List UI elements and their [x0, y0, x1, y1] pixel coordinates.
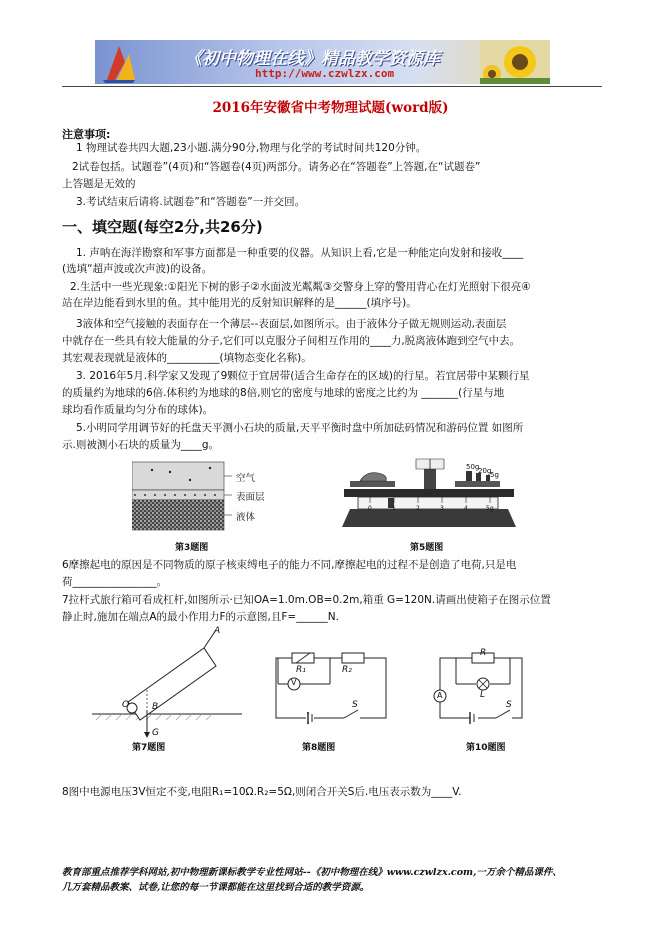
figure-8-circuit [268, 648, 396, 732]
question-3-line: 中就存在一些具有较大能量的分子,它们可以克服分子间相互作用的____力,脱离液体跑到空气中去。 [62, 335, 521, 347]
question-8-line: 8图中电源电压3V恒定不变,电阻R₁=10Ω.R₂=5Ω,则闭合开关S后.电压表示数为____V. [62, 786, 462, 798]
figure-7-label-a: A [214, 626, 221, 636]
figure-7-caption: 第7题图 [132, 743, 166, 753]
question-2-line: 站在岸边能看到水里的鱼。其中能用光的反射知识解释的是______(填序号)。 [62, 297, 417, 309]
question-6-line: 6摩擦起电的原因是不同物质的原子核束缚电子的能力不同,摩擦起电的过程不是创造了电荷,只是电 [62, 559, 517, 571]
notice-item: 3.考试结束后请将.试题卷”和“答题卷”一并交回。 [76, 196, 306, 208]
figure-10-label-s: S [506, 700, 512, 710]
figure-3-caption: 第3题图 [175, 543, 209, 553]
question-4-line: 3. 2016年5月.科学家又发现了9颗位于宜居带(适合生命存在的区域)的行星。若宜居带中某颗行星 [76, 370, 530, 382]
figure-5-scale-0: 0 [368, 505, 372, 512]
figure-5-scale-4: 4 [464, 505, 468, 512]
figure-7-diagram [92, 630, 252, 740]
figure-5-weight-50g: 50g [466, 463, 480, 471]
figure-5-weight-20g: 20g [478, 467, 492, 475]
question-5-line: 示.则被测小石块的质量为____g。 [62, 439, 220, 451]
question-4-line: 的质量约为地球的6倍.体积约为地球的8倍,则它的密度与地球的密度之比约为 _______(行星与地 [62, 387, 505, 399]
question-3-line: 其宏观表现就是液体的__________(填物态变化名称)。 [62, 352, 312, 364]
figure-3-label-air: 空气 [236, 473, 256, 484]
question-4-line: 球均看作质量均匀分布的球体)。 [62, 404, 214, 416]
figure-3-label-liquid: 液体 [236, 512, 256, 523]
figure-5-scale-5g: 5g [486, 505, 494, 512]
notice-item: 2试卷包括。试题卷”(4页)和“答题卷(4页)两部分。请务必在“答题卷”上答题,在“试题卷” [72, 161, 481, 173]
figure-5-balance [340, 455, 520, 535]
page-title: 2016年安徽省中考物理试题(word版) [212, 100, 449, 116]
question-5-line: 5.小明同学用调节好的托盘天平测小石块的质量,天平平衡时盘中所加砝码情况和游码位置 如图所 [76, 422, 524, 434]
figure-5-caption: 第5题图 [410, 543, 444, 553]
question-7-line: 静止时,施加在端点A的最小作用力F的示意图,且F=______N. [62, 611, 339, 623]
section-heading: 一、填空题(每空2分,共26分) [62, 218, 263, 236]
figure-7-label-b: B [152, 702, 159, 712]
notice-item: 上答题是无效的 [62, 178, 136, 190]
figure-3-label-surface: 表面层 [236, 492, 265, 503]
question-6-line: 荷________________。 [62, 576, 167, 588]
figure-8-caption: 第8题图 [302, 743, 336, 753]
figure-5-scale-2: 2 [416, 505, 420, 512]
footer-line: 几万套精品教案、试卷,让您的每一节课都能在这里找到合适的教学资源。 [62, 882, 370, 893]
question-1-line: (选填“超声波或次声波)的设备。 [62, 263, 213, 275]
figure-8-label-v: V [291, 678, 297, 687]
notice-heading: 注意事项: [62, 128, 111, 141]
figure-8-label-r2: R₂ [342, 665, 352, 675]
figure-5-weight-5g: 5g [490, 471, 499, 479]
header-divider [62, 86, 602, 87]
figure-10-label-l: L [480, 690, 486, 700]
banner-url: http://www.czwlzx.com [255, 67, 395, 80]
figure-5-scale-1: 1 [392, 505, 396, 512]
figure-8-label-s: S [352, 700, 358, 710]
question-3-line: 3液体和空气接触的表面存在一个薄层--表面层,如图所示。由于液体分子做无规则运动,表面层 [76, 318, 507, 330]
banner-heading: 《初中物理在线》精品教学资源库 [185, 49, 440, 69]
question-7-line: 7拉杆式旅行箱可看成杠杆,如图所示·已知OA=1.0m.OB=0.2m,箱重 G=120N.请画出使箱子在图示位置 [62, 594, 551, 606]
figure-7-label-g: G [152, 728, 159, 738]
header-banner [95, 40, 550, 84]
question-1-line: 1. 声呐在海洋勘察和军事方面都是一种重要的仪器。从知识上看,它是一种能定向发射和接收____ [76, 247, 524, 259]
question-2-line: 2.生活中一些光现象:①阳光下树的影子②水面波光粼粼③交警身上穿的警用背心在灯光照射下很亮④ [70, 281, 531, 293]
figure-8-label-r1: R₁ [296, 665, 306, 675]
figure-5-scale-3: 3 [440, 505, 444, 512]
figure-10-label-r: R [480, 648, 487, 658]
footer-line: 教育部重点推荐学科网站,初中物理新课标教学专业性网站--《初中物理在线》www.czwlzx.com,一万余个精品课件、 [62, 867, 562, 878]
figure-10-label-a: A [437, 691, 443, 700]
logo-icon [99, 40, 139, 84]
notice-item: 1 物理试卷共四大题,23小题.满分90分,物理与化学的考试时间共120分钟。 [76, 142, 427, 154]
figure-7-label-o: O [122, 700, 130, 710]
sunflower-icon [480, 40, 550, 84]
figure-10-caption: 第10题图 [466, 743, 506, 753]
